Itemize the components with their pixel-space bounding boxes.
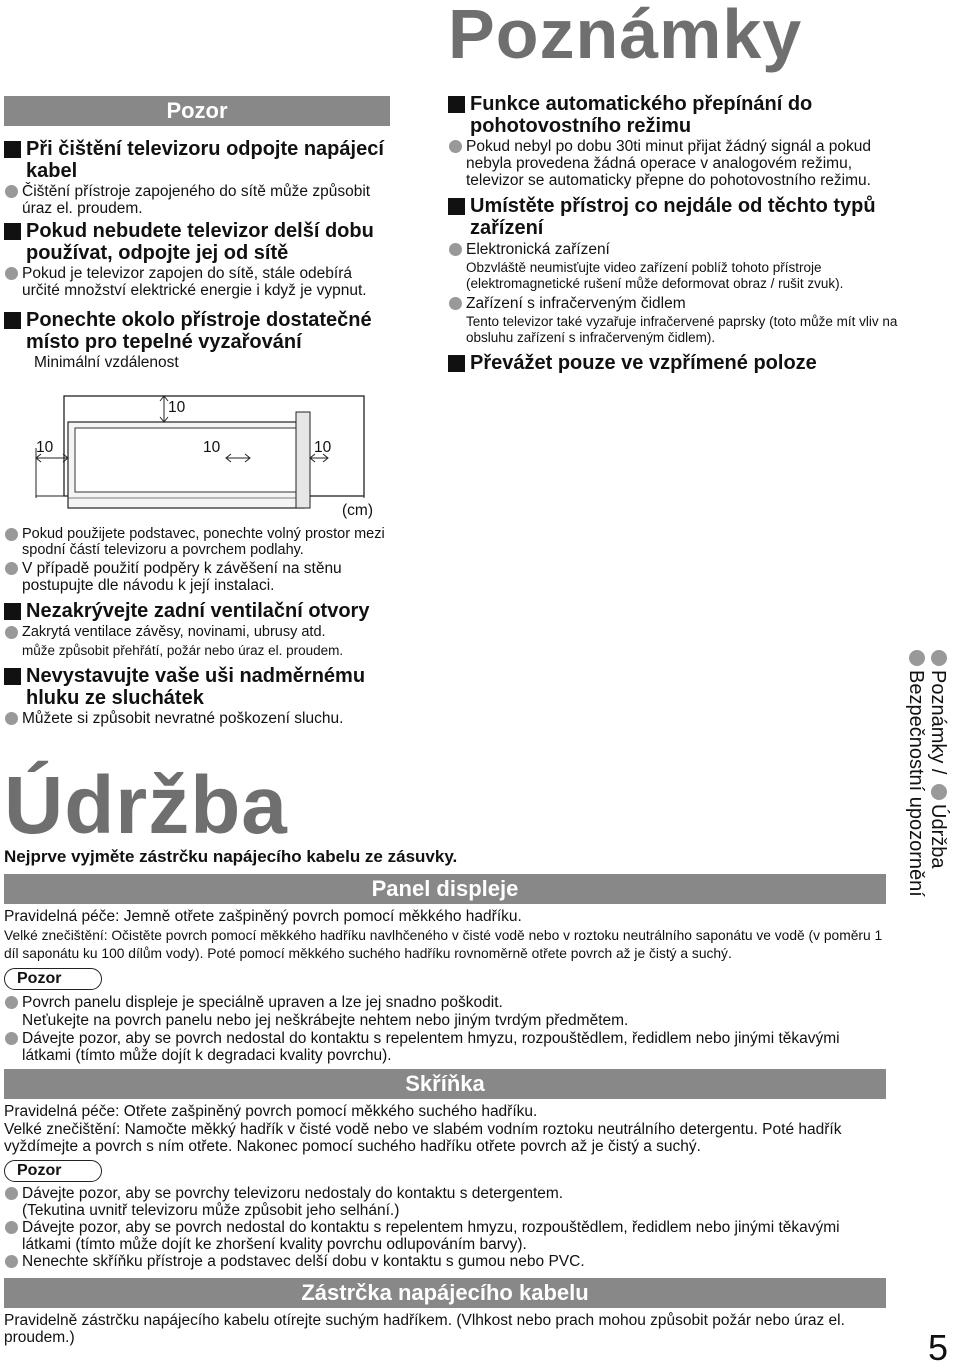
text-infrared-devices: Tento televizor také vyzařuje infračervené paprsky (toto může mít vliv na obsluhu zařízení s infračerveným čidlem). [466,314,898,345]
bullet-hearing: Můžete si způsobit nevratné poškození sluchu. [4,710,390,727]
cabinet-heavy: Velké znečištění: Namočte měkký hadřík v čisté vodě nebo ve slabém vodním roztoku neutrálního detergentu. Poté hadřík vyždímejte a povrch s ním otřete. Nakonec pomocí suchého hadříku otřete povrch až je čistý a suchý. [4,1121,842,1155]
bullet-cleaning-shock: Čištění přístroje zapojeného do sítě může způsobit úraz el. proudem. [4,183,390,217]
cabinet-care: Pravidelná péče: Otřete zašpiněný povrch pomocí měkkého suchého hadříku. [4,1103,538,1120]
min-distance-label: Minimální vzdálenost [34,354,179,371]
heading-distance-devices: Umístěte přístroj co nejdále od těchto typů zařízení [448,195,903,239]
panel-caution-label: Pozor [4,968,102,990]
side-dot-icon [931,650,947,666]
side-nav-line1 [926,650,950,869]
panel-section [4,908,890,1064]
unit-label: (cm) [342,502,373,519]
heading-auto-standby: Funkce automatického přepínání do pohotovostního režimu [448,93,903,137]
caution-section [4,138,390,371]
cabinet-bullet-solvents: Dávejte pozor, aby se povrch nedostal do kontaktu s repelentem hmyzu, rozpouštědlem, ředidlem nebo jinými těkavými látkami (tímto může dojít ke zhoršení kvality povrchu odlupováním barvy). [4,1219,890,1253]
tv-screen-icon [75,428,297,492]
cabinet-bullet-detergent: Dávejte pozor, aby se povrchy televizoru nedostaly do kontaktu s detergentem. [4,1185,890,1202]
caution-bar: Pozor [4,96,390,126]
side-nav-safety: Bezpečnostní upozornění [905,670,927,897]
dist-side: 10 [314,439,332,456]
side-dot-icon [931,784,947,800]
text-electronic-devices: Obzvláště neumisťujte video zařízení poblíž tohoto přístroje (elektromagnetické rušení může deformovat obraz / rušit zvuk). [466,260,844,291]
notes-title: Poznámky [448,0,803,73]
panel-care: Pravidelná péče: Jemně otřete zašpiněný povrch pomocí měkkého hadříku. [4,908,522,925]
plug-text: Pravidelně zástrčku napájecího kabelu otírejte suchým hadříkem. (Vlhkost nebo prach mohou způsobit požár nebo úraz el. proudem.) [4,1312,845,1346]
heading-vents: Nezakrývejte zadní ventilační otvory [4,600,390,622]
page-number: 5 [928,1327,949,1368]
cabinet-bullet-rubber: Nenechte skříňku přístroje a podstavec delší dobu v kontaktu s gumou nebo PVC. [4,1253,890,1270]
bullet-wall-bracket: V případě použití podpěry k závěšení na stěnu postupujte dle návodu k její instalaci. [4,560,390,594]
heading-unplug-long-term: Pokud nebudete televizor delší dobu používat, odpojte jej od sítě [4,220,390,264]
panel-bullet-surface-2: Neťukejte na povrch panelu nebo jej neškrábejte nehtem nebo jiným tvrdým předmětem. [22,1012,629,1029]
bullet-vents-covered-2: může způsobit přehřátí, požár nebo úraz el. proudem. [22,643,344,658]
dist-left: 10 [36,439,54,456]
tv-side-icon [296,412,310,508]
maintenance-title: Údržba [4,760,288,851]
bullet-standby-power: Pokud je televizor zapojen do sítě, stále odebírá určité množství elektrické energie i když je vypnut. [4,265,390,299]
heading-transport-upright: Převážet pouze ve vzpřímené poloze [448,352,903,374]
side-dot-icon [909,650,925,666]
cabinet-section [4,1103,890,1270]
side-nav-maintenance: Údržba [927,804,949,869]
heading-unplug-cleaning: Při čištění televizoru odpojte napájecí kabel [4,138,390,182]
panel-bullet-solvents: Dávejte pozor, aby se povrch nedostal do kontaktu s repelentem hmyzu, rozpouštědlem, ředidlem nebo jinými těkavými látkami (tímto může dojít k degradaci kvality povrchu). [4,1030,890,1064]
bullet-vents-covered: Zakrytá ventilace závěsy, novinami, ubrusy atd. [4,624,390,640]
bullet-infrared-devices: Zařízení s infračerveným čidlem [448,295,903,312]
cabinet-bullet-detergent-2: (Tekutina uvnitř televizoru může způsobit jeho selhání.) [22,1202,400,1219]
caution-section-2 [4,526,390,727]
bullet-stand-space: Pokud použijete podstavec, ponechte volný prostor mezi spodní částí televizoru a povrchem podlahy. [4,526,390,558]
heading-ventilation-space: Ponechte okolo přístroje dostatečné místo pro tepelné vyzařování [4,309,390,353]
cabinet-caution-label: Pozor [4,1160,102,1182]
panel-bar: Panel displeje [4,874,886,904]
bullet-auto-standby: Pokud nebyl po dobu 30ti minut přijat žádný signál a pokud nebyla provedena žádná operace v analogovém režimu, televizor se automaticky přepne do pohotovostního režimu. [448,138,903,189]
cabinet-bar: Skříňka [4,1069,886,1099]
dist-right: 10 [203,439,221,456]
bullet-electronic-devices: Elektronická zařízení [448,241,903,258]
side-nav-line2 [904,650,928,897]
notes-section [448,93,903,374]
maintenance-intro: Nejprve vyjměte zástrčku napájecího kabelu ze zásuvky. [4,847,458,866]
plug-bar: Zástrčka napájecího kabelu [4,1278,886,1308]
panel-heavy: Velké znečištění: Očistěte povrch pomocí měkkého hadříku navlhčeného v čisté vodě nebo v roztoku neutrálního saponátu ve vodě (v poměru 1 díl saponátu ku 100 dílům vody). Poté pomocí měkkého suchého hadříku rovnoměrně otřete povrch až je čistý a suchý. [4,928,883,961]
heading-headphones: Nevystavujte vaše uši nadměrnému hluku ze sluchátek [4,665,390,709]
side-nav-notes: Poznámky / [927,670,949,775]
panel-bullet-surface: Povrch panelu displeje je speciálně upraven a lze jej snadno poškodit. [4,994,890,1011]
dist-top: 10 [168,399,186,416]
